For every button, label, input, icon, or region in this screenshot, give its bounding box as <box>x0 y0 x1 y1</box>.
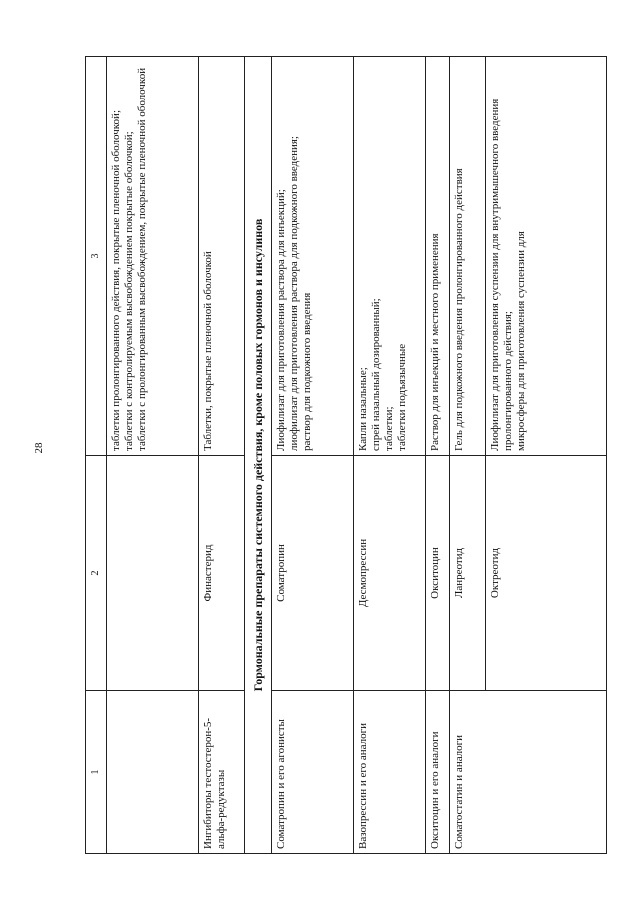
column-header-2: 2 <box>86 456 107 691</box>
column-header-1: 1 <box>86 691 107 854</box>
row-group-cell: Соматостатин и аналоги <box>450 691 486 854</box>
row-forms-cell <box>199 57 245 456</box>
section-row <box>245 57 272 854</box>
row-group-cell: Соматропин и его агонисты <box>272 691 354 854</box>
row-forms-cell <box>107 57 199 456</box>
form-line: лиофилизат для приготовления раствора для подкожного введения; <box>287 136 300 451</box>
row-forms-cell <box>272 57 354 456</box>
row-drug-cell: Финастерид <box>199 456 245 691</box>
row-drug-cell: Десмопрессин <box>354 456 426 691</box>
form-line: Гель для подкожного введения пролонгированного действия <box>453 168 465 451</box>
row-drug-cell <box>107 456 199 691</box>
row-drug-cell: Октреотид <box>486 456 607 691</box>
table-row <box>486 57 607 854</box>
table-row <box>107 57 199 854</box>
row-group-cell: Окситоцин и его аналоги <box>426 691 450 854</box>
form-line: таблетки с контролируемым высвобождением покрытые оболочкой; <box>122 131 135 451</box>
row-forms-cell <box>486 57 607 456</box>
row-drug-cell: Соматропин <box>272 456 354 691</box>
row-group-cell <box>486 691 607 854</box>
form-line: таблетки; <box>382 406 395 451</box>
row-drug-cell: Ланреотид <box>450 456 486 691</box>
section-title: Гормональные препараты системного действия, кроме половых гормонов и инсулинов <box>245 57 272 854</box>
table-row <box>426 57 450 854</box>
form-line: Таблетки, покрытые пленочной оболочкой <box>202 251 214 451</box>
table-container <box>85 57 607 854</box>
table-row <box>450 57 486 854</box>
table-row <box>199 57 245 854</box>
form-line: Лиофилизат для приготовления суспензии для внутримышечного введения пролонгированного действия; <box>489 98 514 451</box>
form-line: Капли назальные; <box>357 367 369 451</box>
row-group-cell: Вазопрессин и его аналоги <box>354 691 426 854</box>
row-drug-cell: Окситоцин <box>426 456 450 691</box>
form-line: таблетки с пролонгированным высвобождением, покрытые пленочной оболочкой <box>135 67 148 451</box>
form-line: таблетки пролонгированного действия, покрытые пленочной оболочкой; <box>110 110 122 451</box>
row-forms-cell <box>450 57 486 456</box>
row-group-cell: Ингибиторы тестостерон-5-альфа-редуктазы <box>199 691 245 854</box>
table-row <box>354 57 426 854</box>
form-line: спрей назальный дозированный; <box>369 298 382 451</box>
form-line: микросферы для приготовления суспензии для <box>514 231 527 451</box>
column-header-3: 3 <box>86 57 107 456</box>
form-line: Раствор для инъекций и местного применения <box>429 233 441 451</box>
row-forms-cell <box>354 57 426 456</box>
table-row <box>272 57 354 854</box>
form-line: раствор для подкожного введения <box>300 292 313 451</box>
drug-table <box>85 56 607 854</box>
header-row <box>86 57 107 854</box>
row-forms-cell <box>426 57 450 456</box>
form-line: Лиофилизат для приготовления раствора для инъекций; <box>275 189 287 451</box>
row-group-cell <box>107 691 199 854</box>
form-line: таблетки подъязычные <box>395 343 408 451</box>
page-number: 28 <box>33 442 45 454</box>
